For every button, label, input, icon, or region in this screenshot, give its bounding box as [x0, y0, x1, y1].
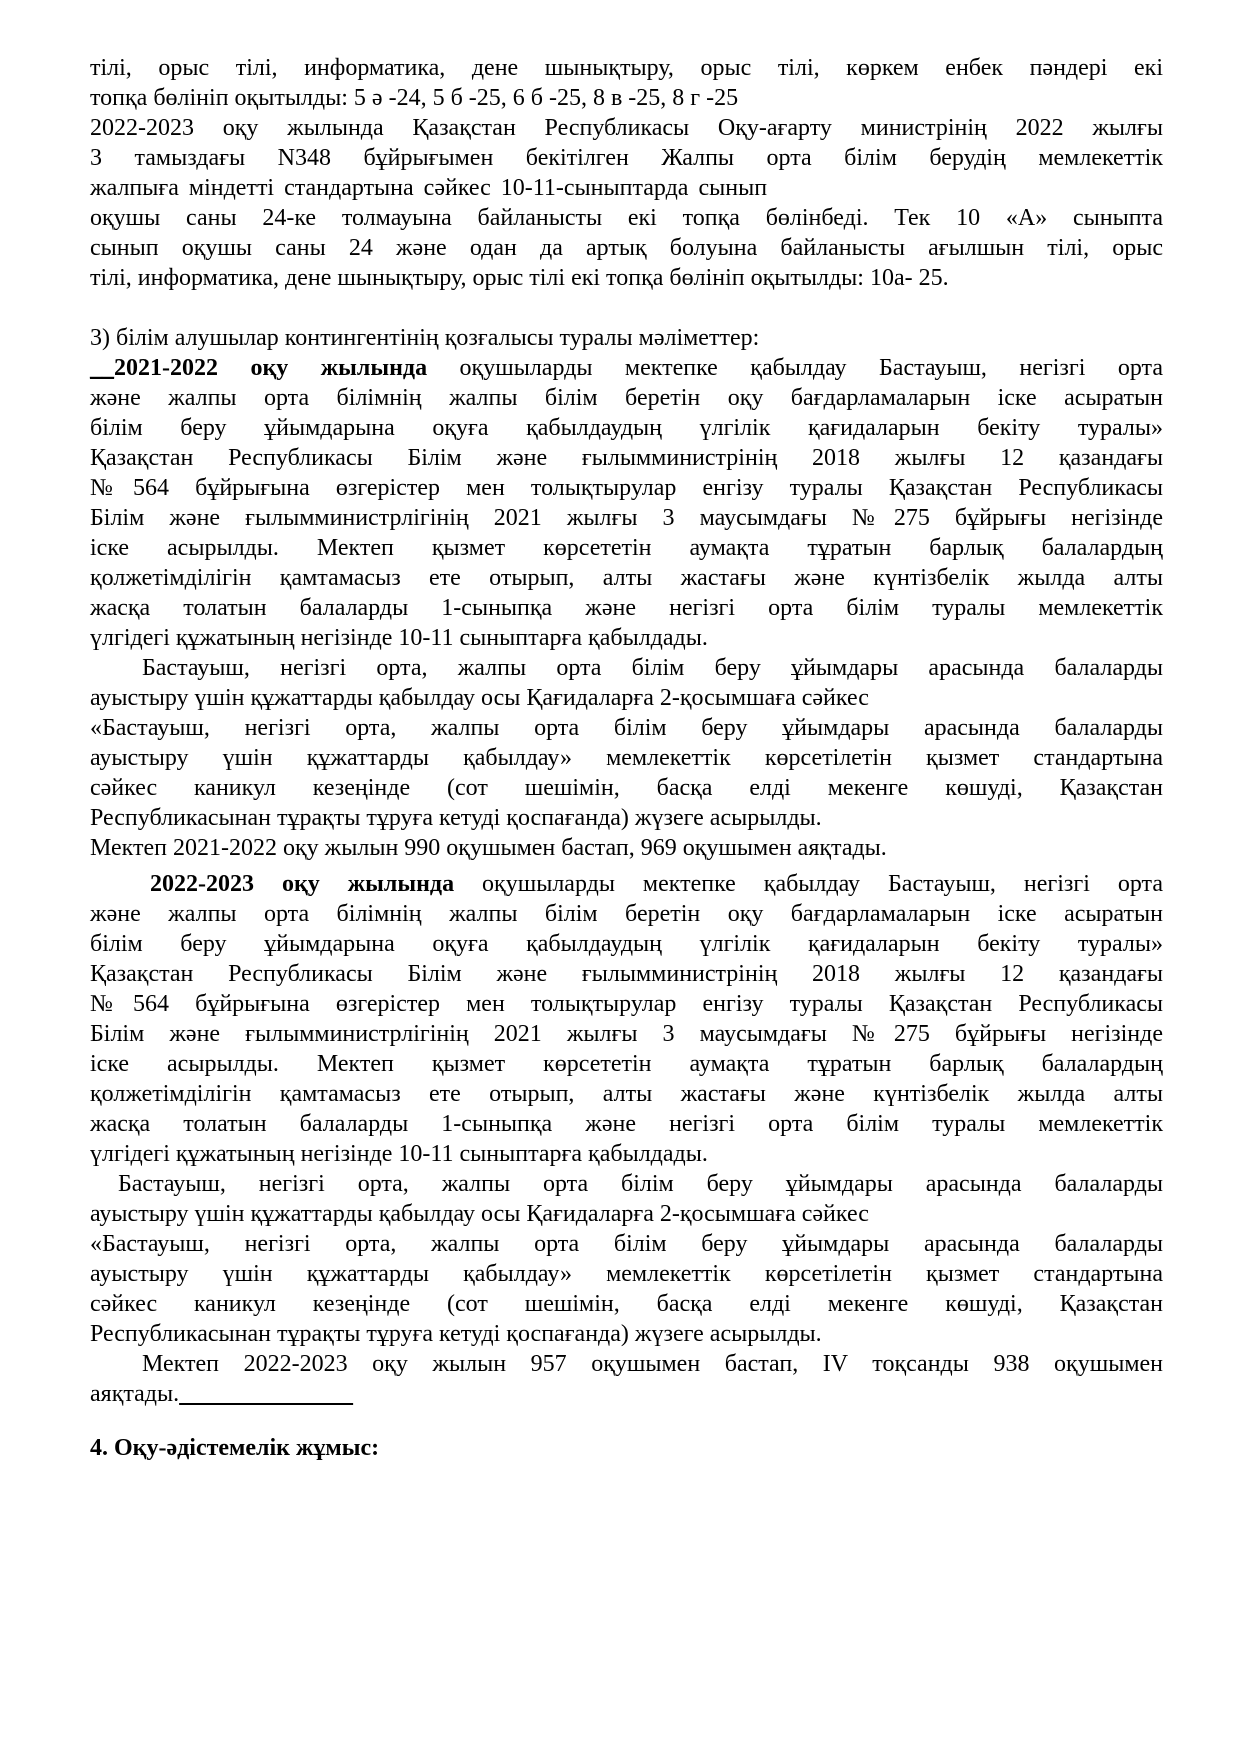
section-heading: 4. Оқу-әдістемелік жұмыс: — [90, 1435, 380, 1461]
text-fragment: оқушыларды мектепке қабылдау Бастауыш, негізгі орта — [454, 871, 1163, 897]
text-line: ауыстыру үшін құжаттарды қабылдау» мемлекеттік көрсетілетін қызмет стандартына — [90, 745, 1163, 771]
text-line: сәйкес каникул кезеңінде (сот шешімін, басқа елді мекенге көшуді, Қазақстан — [90, 1291, 1163, 1317]
text-line: №564 бұйрығына өзгерістер мен толықтырулар енгізу туралы Қазақстан Республикасы — [90, 991, 1163, 1017]
text-line: және жалпы орта білімнің жалпы білім беретін оқу бағдарламаларын іске асыратын — [90, 385, 1163, 411]
text-line: оқушы саны 24-ке толмауына байланысты екі топқа бөлінбеді. Тек 10 «А» сыныпта — [90, 205, 1163, 231]
text-line: ауыстыру үшін құжаттарды қабылдау осы Қағидаларға 2-қосымшаға сәйкес — [90, 685, 869, 711]
text-line: үлгідегі құжатының негізінде 10-11 сыныптарға қабылдады. — [90, 625, 708, 651]
text-line: іске асырылды. Мектеп қызмет көрсететін аумақта тұратын барлық балалардың — [90, 535, 1163, 561]
summary-line — [90, 1379, 1163, 1409]
text-line: тілі, информатика, дене шынықтыру, орыс тілі екі топқа бөлініп оқытылды: 10а- 25. — [90, 265, 949, 291]
text-line: білім беру ұйымдарына оқуға қабылдаудың үлгілік қағидаларын бекіту туралы» — [90, 415, 1163, 441]
text-line: Бастауыш, негізгі орта, жалпы орта білім беру ұйымдары арасында балаларды — [142, 655, 1163, 681]
text-line: Қазақстан Республикасы Білім және ғылымминистрінің 2018 жылғы 12 қазандағы — [90, 445, 1163, 471]
text-line: жалпыға міндетті стандартына сәйкес 10-11-сыныптарда сынып — [90, 175, 768, 201]
text-line: Республикасынан тұрақты тұруға кетуді қоспағанда) жүзеге асырылды. — [90, 1321, 822, 1347]
text-line — [150, 869, 1163, 899]
text-line: қолжетімділігін қамтамасыз ете отырып, алты жастағы және күнтізбелік жылда алты — [90, 1081, 1163, 1107]
summary-line: Мектеп 2022-2023 оқу жылын 957 оқушымен бастап, IV тоқсанды 938 оқушымен — [142, 1351, 1163, 1377]
text-line: жасқа толатын балаларды 1-сыныпқа және негізгі орта білім туралы мемлекеттік — [90, 595, 1163, 621]
text-line: 2022-2023 оқу жылында Қазақстан Республикасы Оқу-ағарту министрінің 2022 жылғы — [90, 115, 1163, 141]
blank-underline: __ — [90, 355, 114, 381]
text-line: 3 тамыздағы N348 бұйрығымен бекітілген Жалпы орта білім берудің мемлекеттік — [90, 145, 1163, 171]
text-fragment: аяқтады. — [90, 1381, 180, 1407]
text-line: №564 бұйрығына өзгерістер мен толықтырулар енгізу туралы Қазақстан Республикасы — [90, 475, 1163, 501]
text-line: Бастауыш, негізгі орта, жалпы орта білім беру ұйымдары арасында балаларды — [118, 1171, 1163, 1197]
summary-line: Мектеп 2021-2022 оқу жылын 990 оқушымен бастап, 969 оқушымен аяқтады. — [90, 835, 887, 861]
year-heading: 2021-2022 оқу жылында — [114, 355, 428, 381]
text-line: топқа бөлініп оқытылды: 5 ә -24, 5 б -25, 6 б -25, 8 в -25, 8 г -25 — [90, 85, 739, 111]
text-line: Білім және ғылымминистрлігінің 2021 жылғы 3 маусымдағы №275 бұйрығы негізінде — [90, 505, 1163, 531]
blank-underline — [179, 1381, 353, 1407]
text-line: үлгідегі құжатының негізінде 10-11 сыныптарға қабылдады. — [90, 1141, 708, 1167]
year-heading: 2022-2023 оқу жылында — [150, 871, 455, 897]
text-line: жасқа толатын балаларды 1-сыныпқа және негізгі орта білім туралы мемлекеттік — [90, 1111, 1163, 1137]
text-line: сынып оқушы саны 24 және одан да артық болуына байланысты ағылшын тілі, орыс — [90, 235, 1163, 261]
text-line: қолжетімділігін қамтамасыз ете отырып, алты жастағы және күнтізбелік жылда алты — [90, 565, 1163, 591]
text-line: сәйкес каникул кезеңінде (сот шешімін, басқа елді мекенге көшуді, Қазақстан — [90, 775, 1163, 801]
section-heading: 3) білім алушылар контингентінің қозғалысы туралы мәліметтер: — [90, 325, 760, 351]
text-fragment: оқушыларды мектепке қабылдау Бастауыш, негізгі орта — [427, 355, 1163, 381]
text-line: ауыстыру үшін құжаттарды қабылдау осы Қағидаларға 2-қосымшаға сәйкес — [90, 1201, 869, 1227]
text-line: Қазақстан Республикасы Білім және ғылымминистрінің 2018 жылғы 12 қазандағы — [90, 961, 1163, 987]
text-line: «Бастауыш, негізгі орта, жалпы орта білім беру ұйымдары арасында балаларды — [90, 715, 1163, 741]
text-line: Республикасынан тұрақты тұруға кетуді қоспағанда) жүзеге асырылды. — [90, 805, 822, 831]
text-line: іске асырылды. Мектеп қызмет көрсететін аумақта тұратын барлық балалардың — [90, 1051, 1163, 1077]
text-line: білім беру ұйымдарына оқуға қабылдаудың үлгілік қағидаларын бекіту туралы» — [90, 931, 1163, 957]
text-line: «Бастауыш, негізгі орта, жалпы орта білім беру ұйымдары арасында балаларды — [90, 1231, 1163, 1257]
text-line: тілі, орыс тілі, информатика, дене шынықтыру, орыс тілі, көркем енбек пәндері екі — [90, 55, 1163, 81]
text-line: ауыстыру үшін құжаттарды қабылдау» мемлекеттік көрсетілетін қызмет стандартына — [90, 1261, 1163, 1287]
text-line: Білім және ғылымминистрлігінің 2021 жылғы 3 маусымдағы №275 бұйрығы негізінде — [90, 1021, 1163, 1047]
text-line — [90, 353, 1163, 383]
text-line: және жалпы орта білімнің жалпы білім беретін оқу бағдарламаларын іске асыратын — [90, 901, 1163, 927]
